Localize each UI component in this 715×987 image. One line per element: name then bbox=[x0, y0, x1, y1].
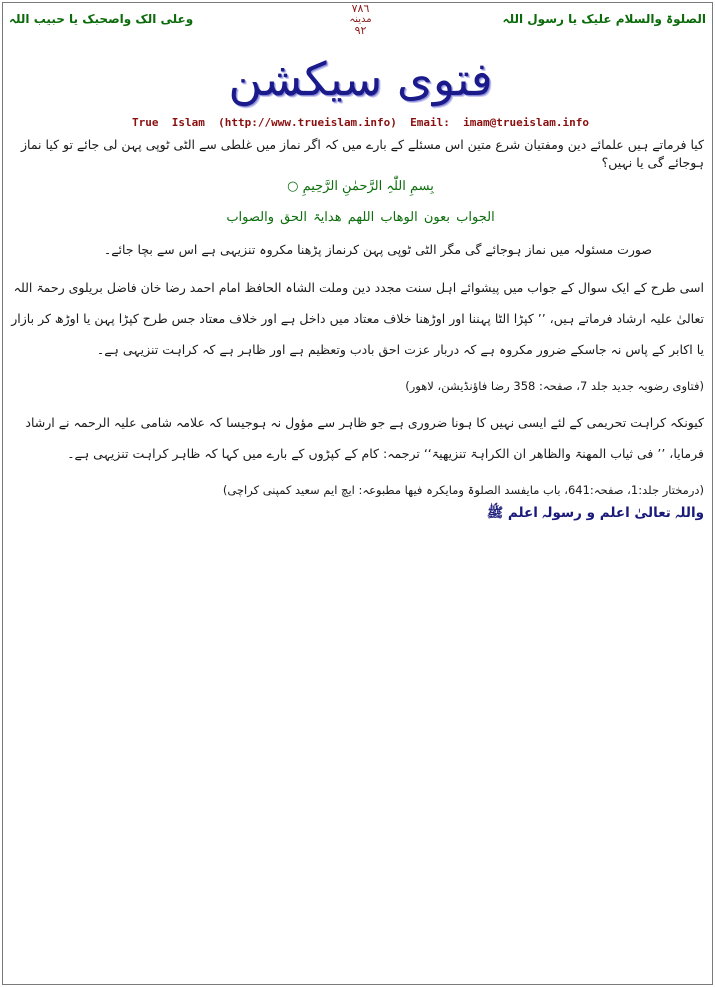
answer-paragraph-1: صورت مسئولہ میں نماز ہوجائے گی مگر الٹی ٹوپی پہن کرنماز پڑھنا مکروہ تنزیہی ہے اس سے بچا جائے۔ bbox=[103, 242, 652, 257]
salutation-right: الصلوۃ والسلام علیک یا رسول اللہ bbox=[502, 12, 706, 26]
page-title: فتوی سیکشن bbox=[228, 52, 493, 106]
answer-heading: الجواب بعون الوھاب اللھم ھدایۃ الحق والصواب bbox=[226, 210, 495, 225]
answer-paragraph-2: اسی طرح کے ایک سوال کے جواب میں پیشوائے اہل سنت مجدد دین وملت الشاہ الحافظ امام احمد رضا خان فاضل بریلوی رحمۃ اللہ تعالیٰ علیہ ارشاد فرماتے ہیں، ’’ کپڑا الٹا پہننا اور اوڑھنا خلاف معتاد میں داخل ہے اور خلاف معتاد جس طرح کپڑا پہن یا اوڑھ کر بازار یا اکابر کے پاس نہ جاسکے ضرور مکروہ ہے کہ دربار عزت احق بادب وتعظیم ہے اور ظاہر ہے کہ کراہت تنزیہی ہے۔ bbox=[11, 280, 704, 357]
bismillah: بِسمِ اللّٰہِ الرَّحمٰنِ الرَّحِیمِ ○ bbox=[287, 179, 434, 194]
site-contact-line: True Islam (http://www.trueislam.info) Email: imam@trueislam.info bbox=[132, 116, 589, 129]
header-number-middle: مدینہ bbox=[349, 14, 372, 25]
answer-paragraph-3: کیونکہ کراہت تحریمی کے لئے ایسی نہیں کا ہونا ضروری ہے جو ظاہر سے مؤول نہ ہوجیسا کہ علامہ شامی علیہ الرحمہ نے ارشاد فرمایا، ’’ فی ثیاب المھنۃ والظاھر ان الکراہۃ تنزیھیۃ‘‘ ترجمہ: کام کے کپڑوں کے بارے میں کہا کہ ظاہر کراہت تنزیہی ہے۔ bbox=[25, 415, 704, 461]
header-number-top: ٧٨٦ bbox=[351, 2, 370, 15]
reference-1: (فتاوی رضویہ جدید جلد 7، صفحہ: 358 رضا فاؤنڈیشن، لاھور) bbox=[405, 379, 704, 393]
question-text: کیا فرماتے ہیں علمائے دین ومفتیان شرع متین اس مسئلے کے بارے میں کہ اگر نماز میں غلطی سے الٹی ٹوپی پہن لی جائے تو کیا نماز ہوجائے گی یا نہیں؟ bbox=[20, 137, 704, 170]
page-frame bbox=[2, 2, 713, 985]
closing-line: واللہ تعالیٰ اعلم و رسولہ اعلم ﷺ bbox=[486, 505, 704, 521]
reference-2: (درمختار جلد:1، صفحہ:641، باب مایفسد الصلوۃ ومایکرہ فیھا مطبوعہ: ایچ ایم سعید کمپنی کراچی) bbox=[222, 483, 704, 497]
salutation-left: وعلی الک واصحبک یا حبیب اللہ bbox=[9, 12, 194, 26]
header-number-bottom: ٩٢ bbox=[354, 24, 367, 37]
